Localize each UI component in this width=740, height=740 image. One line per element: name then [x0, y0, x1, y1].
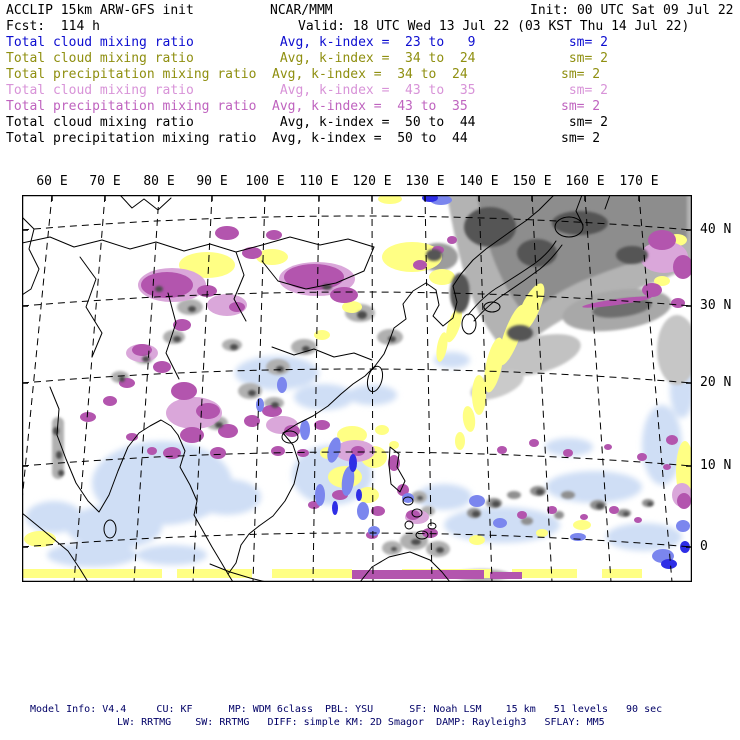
legend-row-label: Total cloud mixing ratio — [6, 115, 194, 130]
model-info-line1: Model Info: V4.4 CU: KF MP: WDM 6class PBL: YSU SF: Noah LSM 15 km 51 levels 90 sec — [30, 704, 663, 715]
legend-row-stat: Avg, k-index = 50 to 44 — [272, 115, 476, 130]
legend-row-stat: Avg, k-index = 43 to 35 — [272, 99, 468, 114]
legend-row-sm: sm= 2 — [561, 131, 601, 146]
legend-row-stat: Avg, k-index = 23 to 9 — [272, 35, 476, 50]
legend-row-label: Total cloud mixing ratio — [6, 51, 194, 66]
lon-tick-label: 70 E — [89, 174, 121, 189]
lat-tick-label: 30 N — [700, 298, 732, 313]
lon-tick-label: 120 E — [352, 174, 392, 189]
lat-tick-label: 0 — [700, 539, 708, 554]
legend-row-label: Total precipitation mixing ratio — [6, 131, 257, 146]
lon-tick-label: 150 E — [512, 174, 552, 189]
legend-row-sm: sm= 2 — [561, 115, 608, 130]
fcst-hour-label: Fcst: 114 h — [6, 19, 100, 34]
legend-row-sm: sm= 2 — [561, 35, 608, 50]
legend-row-label: Total cloud mixing ratio — [6, 35, 194, 50]
lon-tick-label: 80 E — [143, 174, 175, 189]
legend-row-stat: Avg, k-index = 34 to 24 — [272, 67, 468, 82]
lat-tick-label: 10 N — [700, 458, 732, 473]
legend-row-label: Total precipitation mixing ratio — [6, 99, 257, 114]
lon-tick-label: 110 E — [299, 174, 339, 189]
init-time-label: Init: 00 UTC Sat 09 Jul 22 — [530, 3, 734, 18]
org-label: NCAR/MMM — [270, 3, 333, 18]
plot-title: ACCLIP 15km ARW-GFS init — [6, 3, 194, 18]
lon-tick-label: 130 E — [405, 174, 445, 189]
lat-tick-label: 40 N — [700, 222, 732, 237]
legend-row-stat: Avg, k-index = 43 to 35 — [272, 83, 476, 98]
lon-tick-label: 60 E — [36, 174, 68, 189]
legend-row-stat: Avg, k-index = 50 to 44 — [272, 131, 468, 146]
lon-tick-label: 90 E — [196, 174, 228, 189]
model-info-line2: LW: RRTMG SW: RRTMG DIFF: simple KM: 2D Smagor DAMP: Rayleigh3 SFLAY: MM5 — [117, 717, 605, 728]
lon-tick-label: 170 E — [619, 174, 659, 189]
legend-row-label: Total precipitation mixing ratio — [6, 67, 257, 82]
legend-row-sm: sm= 2 — [561, 51, 608, 66]
legend-row-sm: sm= 2 — [561, 99, 601, 114]
legend-row-label: Total cloud mixing ratio — [6, 83, 194, 98]
legend-row-sm: sm= 2 — [561, 83, 608, 98]
legend-row-sm: sm= 2 — [561, 67, 601, 82]
legend-row-stat: Avg, k-index = 34 to 24 — [272, 51, 476, 66]
valid-time-label: Valid: 18 UTC Wed 13 Jul 22 (03 KST Thu 14 Jul 22) — [298, 19, 690, 34]
lon-tick-label: 140 E — [459, 174, 499, 189]
lon-tick-label: 160 E — [565, 174, 605, 189]
map-plot — [22, 195, 692, 582]
lat-tick-label: 20 N — [700, 375, 732, 390]
lon-tick-label: 100 E — [245, 174, 285, 189]
